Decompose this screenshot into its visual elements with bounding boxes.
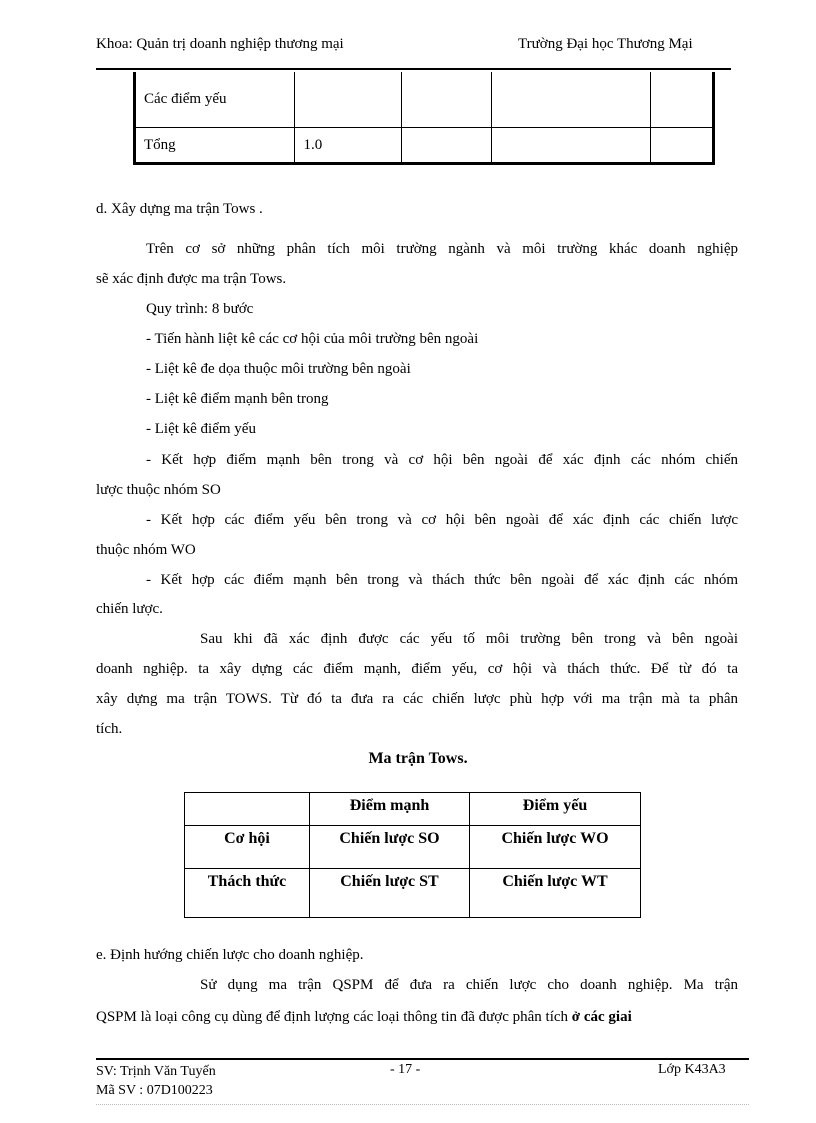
table-header-cell: Điểm yếu [470,793,641,826]
table-cell: Chiến lược ST [310,869,470,918]
paragraph-line: tích. [96,721,123,737]
step-item-cont: thuộc nhóm WO [96,542,196,558]
paragraph-line [96,1008,632,1026]
step-item: - Liệt kê đe dọa thuộc môi trường bên ngoài [146,361,411,377]
footer-divider [96,1058,749,1060]
table-cell [401,72,491,128]
table-cell [650,72,713,128]
header-university: Trường Đại học Thương Mại [518,36,693,52]
student-id: Mã SV : 07D100223 [96,1083,213,1098]
paragraph-text: QSPM là loại công cụ dùng để định lượng các loại thông tin đã được phân tích [96,1009,572,1025]
table-row [185,826,641,869]
step-item: - Kết hợp điểm mạnh bên trong và cơ hội bên ngoài để xác định các nhóm chiến [146,452,738,468]
table-cell: 1.0 [295,128,401,164]
table-cell [491,72,650,128]
footer-student [96,1062,216,1100]
table-cell: Chiến lược WO [470,826,641,869]
paragraph-line: doanh nghiệp. ta xây dựng các điểm mạnh, điểm yếu, cơ hội và thách thức. Để từ đó ta [96,661,738,677]
step-item: - Tiến hành liệt kê các cơ hội của môi trường bên ngoài [146,331,479,347]
bottom-dotted-line [96,1104,749,1105]
process-label: Quy trình: 8 bước [146,301,254,317]
step-item: - Kết hợp các điểm mạnh bên trong và thách thức bên ngoài để xác định các nhóm [146,572,738,588]
table-cell: Các điểm yếu [135,72,295,128]
table-row [185,869,641,918]
tows-matrix-table [184,792,641,918]
table-cell: Chiến lược SO [310,826,470,869]
class-label: Lớp K43A3 [658,1062,726,1077]
evaluation-table-continued [133,72,715,165]
intro-line-2: sẽ xác định được ma trận Tows. [96,271,287,287]
paragraph-bold-text: ở các giai [571,1009,632,1025]
page-number: - 17 - [390,1062,421,1077]
section-d-heading: d. Xây dựng ma trận Tows . [96,201,263,217]
table-cell [491,128,650,164]
table-row [185,793,641,826]
table-row-header: Cơ hội [185,826,310,869]
section-e-heading: e. Định hướng chiến lược cho doanh nghiệp. [96,947,364,963]
step-item: - Kết hợp các điểm yếu bên trong và cơ hội bên ngoài để xác định các chiến lược [146,512,738,528]
step-item: - Liệt kê điểm mạnh bên trong [146,391,329,407]
step-item-cont: lược thuộc nhóm SO [96,482,221,498]
table-header-cell: Điểm mạnh [310,793,470,826]
paragraph-line: Sau khi đã xác định được các yếu tố môi trường bên trong và bên ngoài [200,631,738,647]
matrix-title: Ma trận Tows. [368,750,468,767]
header-divider [96,68,731,70]
table-cell: Tổng [135,128,295,164]
paragraph-line: Sử dụng ma trận QSPM để đưa ra chiến lược cho doanh nghiệp. Ma trận [200,977,738,993]
step-item-cont: chiến lược. [96,601,163,617]
table-cell [650,128,713,164]
step-item: - Liệt kê điểm yếu [146,421,256,437]
student-name: SV: Trịnh Văn Tuyến [96,1064,216,1079]
header-faculty: Khoa: Quản trị doanh nghiệp thương mại [96,36,344,52]
table-row [135,128,714,164]
table-row [135,72,714,128]
table-cell: Chiến lược WT [470,869,641,918]
table-cell [401,128,491,164]
paragraph-line: xây dựng ma trận TOWS. Từ đó ta đưa ra các chiến lược phù hợp với ma trận mà ta phân [96,691,738,707]
table-row-header: Thách thức [185,869,310,918]
table-cell [185,793,310,826]
table-cell [295,72,401,128]
intro-line-1: Trên cơ sở những phân tích môi trường ngành và môi trường khác doanh nghiệp [146,241,738,257]
